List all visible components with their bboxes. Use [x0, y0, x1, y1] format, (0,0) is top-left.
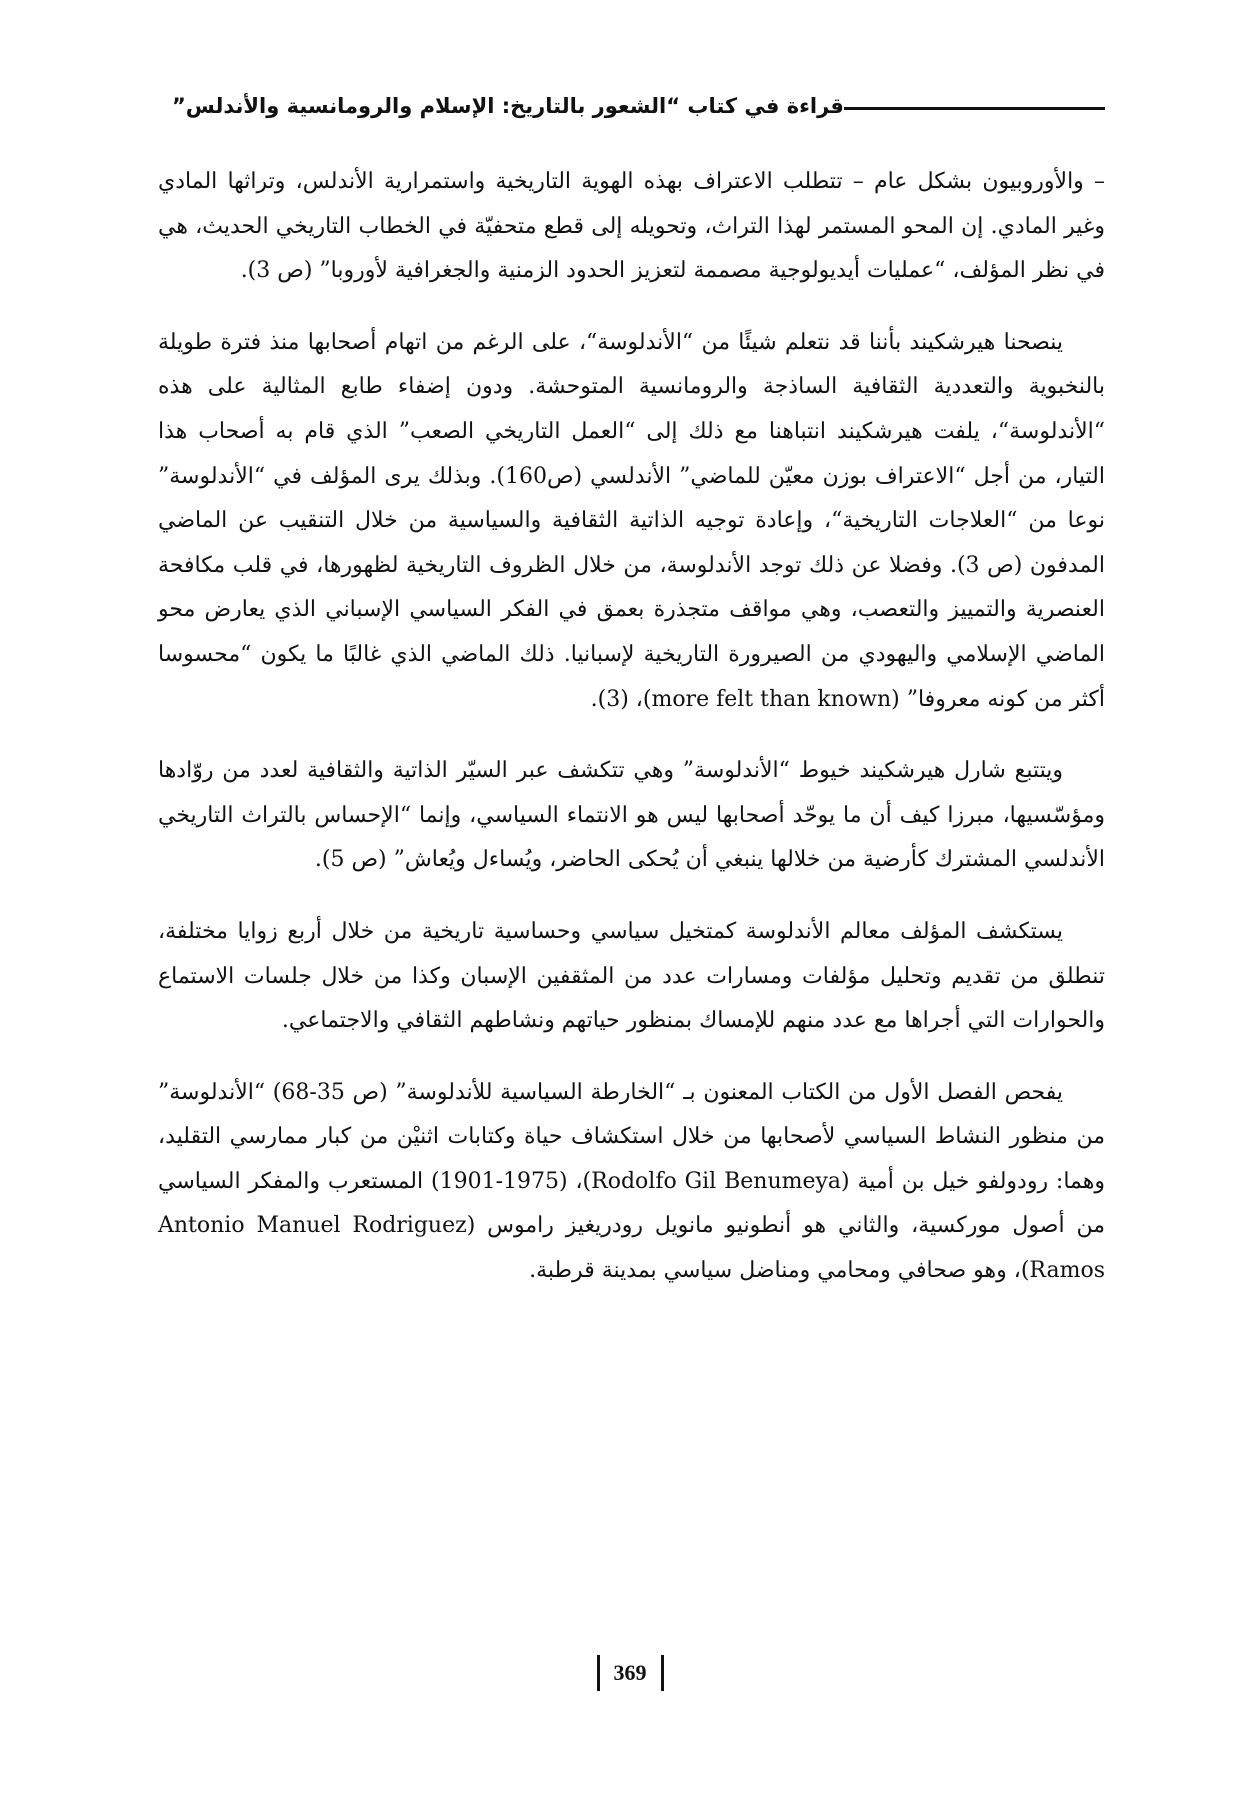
paragraph-5: يفحص الفصل الأول من الكتاب المعنون بـ “الخارطة السياسية للأندلوسة” (ص 35-68) “الأندلوسة” من منظور النشاط السياسي لأصحابها من خلال استكشاف حياة وكتابات اثنيْن من كبار ممارسي التقليد، وهما: رودولفو خيل بن أمية (Rodolfo Gil Benumeya)، (1901-1975) المستعرب والمفكر السياسي من أصول موركسية، والثاني هو أنطونيو مانويل رودريغيز راموس (Antonio Manuel Rodriguez Ramos)، وهو صحافي ومحامي ومناضل سياسي بمدينة قرطبة. — [158, 1079, 1105, 1284]
body-text — [158, 160, 1105, 1321]
paragraph-1: – والأوروبيون بشكل عام – تتطلب الاعتراف بهذه الهوية التاريخية واستمرارية الأندلس، وتراثها المادي وغير المادي. إن المحو المستمر لهذا التراث، وتحويله إلى قطع متحفيّة في الخطاب التاريخي الحديث، هي في نظر المؤلف، “عمليات أيديولوجية مصممة لتعزيز الحدود الزمنية والجغرافية لأوروبا” (ص 3). — [158, 169, 1105, 284]
header-rule — [844, 107, 1105, 110]
paragraph-3: ويتتبع شارل هيرشكيند خيوط “الأندلوسة” وهي تتكشف عبر السيّر الذاتية والثقافية لعدد من روّادها ومؤسّسيها، مبرزا كيف أن ما يوحّد أصحابها ليس هو الانتماء السياسي، وإنما “الإحساس بالتراث التاريخي الأندلسي المشترك كأرضية من خلالها ينبغي أن يُحكى الحاضر، ويُساءل ويُعاش” (ص 5). — [158, 758, 1105, 873]
paragraph-4: يستكشف المؤلف معالم الأندلوسة كمتخيل سياسي وحساسية تاريخية من خلال أربع زوايا مختلفة، تنطلق من تقديم وتحليل مؤلفات ومسارات عدد من المثقفين الإسبان وكذا من خلال جلسات الاستماع والحوارات التي أجراها مع عدد منهم للإمساك بمنظور حياتهم ونشاطهم الثقافي والاجتماعي. — [158, 918, 1105, 1034]
running-title: قراءة في كتاب “الشعور بالتاريخ: الإسلام والرومانسية والأندلس” — [172, 94, 844, 118]
page-number-right-bar — [661, 1655, 664, 1691]
paragraph-2: ينصحنا هيرشكيند بأننا قد نتعلم شيئًا من “الأندلوسة“، على الرغم من اتهام أصحابها منذ فترة طويلة بالنخبوية والتعددية الثقافية الساذجة والرومانسية المتوحشة. ودون إضفاء طابع المثالية على هذه “الأندلوسة“، يلفت هيرشكيند انتباهنا مع ذلك إلى “العمل التاريخي الصعب” الذي قام به أصحاب هذا التيار، من أجل “الاعتراف بوزن معيّن للماضي” الأندلسي (ص160). وبذلك يرى المؤلف في “الأندلوسة” نوعا من “العلاجات التاريخية“، وإعادة توجيه الذاتية الثقافية والسياسية من خلال التنقيب عن الماضي المدفون (ص 3). وفضلا عن ذلك توجد الأندلوسة، من خلال الظروف التاريخية لظهورها، في قلب مكافحة العنصرية والتمييز والتعصب، وهي مواقف متجذرة بعمق في الفكر السياسي الإسباني الذي يعارض محو الماضي الإسلامي واليهودي من الصيرورة التاريخية لإسبانيا. ذلك الماضي الذي غالبًا ما يكون “محسوسا أكثر من كونه معروفا” (more felt than known)، (3). — [158, 329, 1106, 712]
running-header — [158, 88, 1105, 124]
page-number: 369 — [613, 1660, 647, 1685]
page-number-left-bar — [597, 1655, 600, 1691]
page-number-footer — [0, 1655, 1260, 1691]
